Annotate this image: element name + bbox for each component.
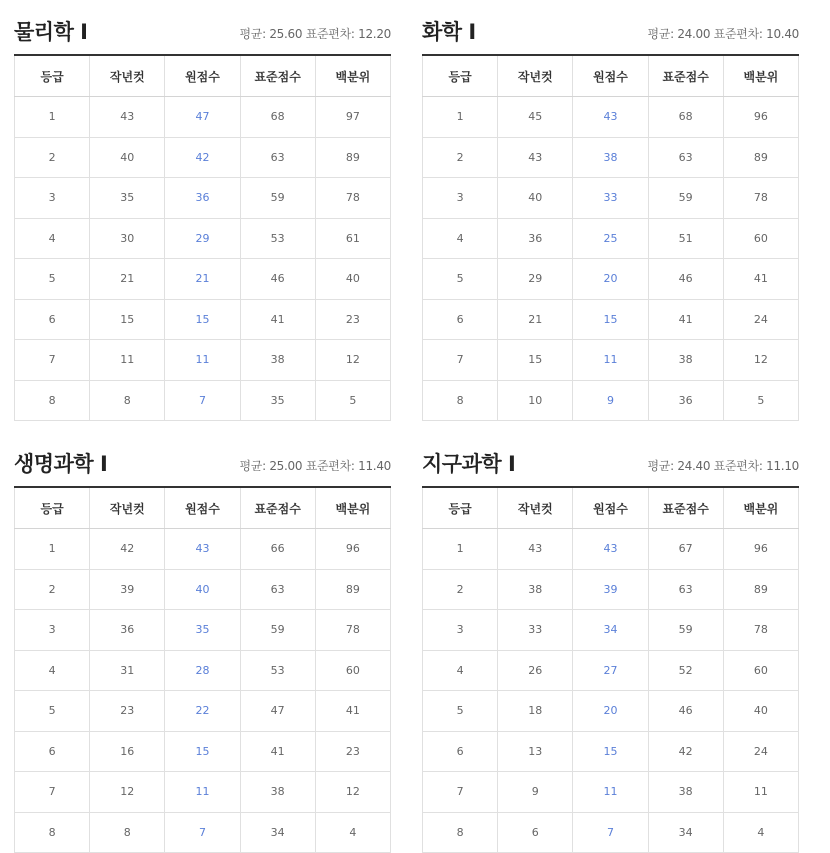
table-cell: 63 <box>240 569 315 610</box>
table-cell: 53 <box>240 218 315 259</box>
table-cell: 6 <box>15 731 90 772</box>
table-cell: 46 <box>648 691 723 732</box>
table-cell: 63 <box>648 569 723 610</box>
table-cell: 35 <box>240 380 315 421</box>
table-cell: 35 <box>165 610 240 651</box>
grade-table <box>14 486 391 853</box>
column-header: 등급 <box>423 55 498 97</box>
table-cell: 4 <box>723 812 798 853</box>
score-panel-biology <box>14 446 391 853</box>
table-cell: 11 <box>573 772 648 813</box>
column-header: 표준점수 <box>648 487 723 529</box>
table-cell: 47 <box>165 97 240 138</box>
table-cell: 15 <box>165 299 240 340</box>
table-cell: 1 <box>423 529 498 570</box>
table-cell: 8 <box>90 812 165 853</box>
table-cell: 21 <box>90 259 165 300</box>
table-cell: 41 <box>648 299 723 340</box>
table-cell: 7 <box>573 812 648 853</box>
table-cell: 89 <box>315 137 390 178</box>
table-cell: 13 <box>498 731 573 772</box>
table-cell: 36 <box>90 610 165 651</box>
column-header: 원점수 <box>165 55 240 97</box>
column-header: 작년컷 <box>498 487 573 529</box>
table-cell: 15 <box>165 731 240 772</box>
table-cell: 89 <box>723 137 798 178</box>
table-cell: 7 <box>15 340 90 381</box>
table-cell: 5 <box>423 691 498 732</box>
table-row <box>15 812 391 853</box>
panel-header <box>14 446 391 486</box>
table-cell: 11 <box>165 772 240 813</box>
table-cell: 96 <box>723 529 798 570</box>
table-cell: 7 <box>423 340 498 381</box>
table-cell: 11 <box>573 340 648 381</box>
table-cell: 4 <box>423 650 498 691</box>
column-header: 등급 <box>15 55 90 97</box>
column-header: 백분위 <box>723 55 798 97</box>
table-cell: 38 <box>240 772 315 813</box>
table-row <box>15 610 391 651</box>
table-cell: 39 <box>90 569 165 610</box>
table-row <box>423 299 799 340</box>
grade-table <box>422 486 799 853</box>
column-header: 작년컷 <box>90 55 165 97</box>
table-cell: 20 <box>573 691 648 732</box>
table-cell: 2 <box>15 569 90 610</box>
table-row <box>15 259 391 300</box>
table-cell: 40 <box>315 259 390 300</box>
table-cell: 35 <box>90 178 165 219</box>
table-cell: 45 <box>498 97 573 138</box>
table-cell: 15 <box>573 299 648 340</box>
table-cell: 63 <box>648 137 723 178</box>
column-header: 표준점수 <box>240 55 315 97</box>
table-row <box>15 691 391 732</box>
table-row <box>423 812 799 853</box>
table-cell: 12 <box>90 772 165 813</box>
table-cell: 43 <box>498 137 573 178</box>
table-cell: 9 <box>573 380 648 421</box>
table-row <box>15 178 391 219</box>
table-cell: 60 <box>315 650 390 691</box>
table-cell: 2 <box>423 137 498 178</box>
table-cell: 2 <box>423 569 498 610</box>
table-cell: 41 <box>240 731 315 772</box>
column-header: 원점수 <box>165 487 240 529</box>
column-header: 백분위 <box>315 55 390 97</box>
table-cell: 38 <box>498 569 573 610</box>
table-row <box>423 650 799 691</box>
table-header-row <box>15 487 391 529</box>
table-cell: 47 <box>240 691 315 732</box>
table-cell: 4 <box>15 650 90 691</box>
table-cell: 4 <box>423 218 498 259</box>
table-cell: 11 <box>90 340 165 381</box>
table-cell: 7 <box>165 380 240 421</box>
table-cell: 97 <box>315 97 390 138</box>
table-cell: 12 <box>315 340 390 381</box>
table-cell: 42 <box>90 529 165 570</box>
table-cell: 21 <box>165 259 240 300</box>
table-cell: 3 <box>423 178 498 219</box>
table-cell: 59 <box>240 178 315 219</box>
table-cell: 36 <box>648 380 723 421</box>
table-row <box>15 569 391 610</box>
column-header: 원점수 <box>573 487 648 529</box>
table-row <box>423 380 799 421</box>
table-cell: 7 <box>15 772 90 813</box>
table-cell: 40 <box>723 691 798 732</box>
table-cell: 1 <box>15 97 90 138</box>
table-row <box>423 529 799 570</box>
table-cell: 34 <box>573 610 648 651</box>
table-cell: 24 <box>723 731 798 772</box>
table-cell: 40 <box>165 569 240 610</box>
table-cell: 8 <box>423 812 498 853</box>
table-cell: 68 <box>240 97 315 138</box>
score-panel-earth-science <box>422 446 799 853</box>
table-cell: 38 <box>648 340 723 381</box>
table-cell: 43 <box>573 529 648 570</box>
table-row <box>15 299 391 340</box>
table-cell: 43 <box>90 97 165 138</box>
panel-title: 물리학 Ⅰ <box>14 20 88 44</box>
table-cell: 89 <box>723 569 798 610</box>
table-cell: 25 <box>573 218 648 259</box>
table-cell: 2 <box>15 137 90 178</box>
column-header: 원점수 <box>573 55 648 97</box>
table-cell: 42 <box>165 137 240 178</box>
table-row <box>423 97 799 138</box>
table-cell: 46 <box>240 259 315 300</box>
table-row <box>423 772 799 813</box>
table-cell: 29 <box>498 259 573 300</box>
table-cell: 41 <box>315 691 390 732</box>
table-row <box>423 731 799 772</box>
table-cell: 89 <box>315 569 390 610</box>
table-cell: 12 <box>723 340 798 381</box>
table-cell: 36 <box>498 218 573 259</box>
table-cell: 8 <box>15 812 90 853</box>
table-row <box>15 731 391 772</box>
panel-header <box>14 14 391 54</box>
column-header: 등급 <box>423 487 498 529</box>
table-cell: 7 <box>165 812 240 853</box>
table-cell: 15 <box>498 340 573 381</box>
table-row <box>423 259 799 300</box>
table-row <box>423 178 799 219</box>
table-cell: 20 <box>573 259 648 300</box>
table-cell: 3 <box>15 610 90 651</box>
table-cell: 43 <box>498 529 573 570</box>
table-cell: 4 <box>315 812 390 853</box>
table-cell: 23 <box>315 731 390 772</box>
table-cell: 4 <box>15 218 90 259</box>
panel-stats: 평균: 24.40 표준편차: 11.10 <box>647 459 799 473</box>
table-cell: 24 <box>723 299 798 340</box>
table-cell: 10 <box>498 380 573 421</box>
score-panel-physics <box>14 14 391 421</box>
table-cell: 28 <box>165 650 240 691</box>
score-panel-chemistry <box>422 14 799 421</box>
table-cell: 23 <box>315 299 390 340</box>
table-row <box>423 610 799 651</box>
table-cell: 96 <box>315 529 390 570</box>
table-cell: 40 <box>498 178 573 219</box>
table-cell: 3 <box>15 178 90 219</box>
table-row <box>423 218 799 259</box>
table-row <box>423 691 799 732</box>
table-cell: 43 <box>573 97 648 138</box>
table-cell: 29 <box>165 218 240 259</box>
table-cell: 41 <box>723 259 798 300</box>
table-cell: 68 <box>648 97 723 138</box>
table-cell: 5 <box>15 259 90 300</box>
table-header-row <box>423 487 799 529</box>
table-cell: 61 <box>315 218 390 259</box>
column-header: 표준점수 <box>648 55 723 97</box>
table-cell: 23 <box>90 691 165 732</box>
table-cell: 12 <box>315 772 390 813</box>
table-cell: 8 <box>15 380 90 421</box>
table-cell: 30 <box>90 218 165 259</box>
column-header: 작년컷 <box>498 55 573 97</box>
table-cell: 36 <box>165 178 240 219</box>
grade-table <box>14 54 391 421</box>
table-cell: 3 <box>423 610 498 651</box>
table-cell: 43 <box>165 529 240 570</box>
column-header: 표준점수 <box>240 487 315 529</box>
table-cell: 60 <box>723 650 798 691</box>
column-header: 백분위 <box>315 487 390 529</box>
table-cell: 78 <box>723 178 798 219</box>
table-cell: 31 <box>90 650 165 691</box>
table-cell: 5 <box>423 259 498 300</box>
table-cell: 11 <box>165 340 240 381</box>
table-cell: 40 <box>90 137 165 178</box>
table-cell: 60 <box>723 218 798 259</box>
table-cell: 18 <box>498 691 573 732</box>
table-cell: 34 <box>240 812 315 853</box>
table-cell: 1 <box>15 529 90 570</box>
table-cell: 46 <box>648 259 723 300</box>
table-cell: 41 <box>240 299 315 340</box>
table-cell: 27 <box>573 650 648 691</box>
table-cell: 9 <box>498 772 573 813</box>
table-cell: 15 <box>90 299 165 340</box>
panel-header <box>422 14 799 54</box>
table-cell: 38 <box>648 772 723 813</box>
table-cell: 16 <box>90 731 165 772</box>
table-cell: 42 <box>648 731 723 772</box>
table-cell: 6 <box>498 812 573 853</box>
table-cell: 5 <box>15 691 90 732</box>
table-cell: 8 <box>90 380 165 421</box>
panel-stats: 평균: 24.00 표준편차: 10.40 <box>647 27 799 41</box>
panel-title: 지구과학 Ⅰ <box>422 452 516 476</box>
table-cell: 1 <box>423 97 498 138</box>
table-row <box>15 218 391 259</box>
table-cell: 59 <box>648 610 723 651</box>
table-header-row <box>15 55 391 97</box>
table-header-row <box>423 55 799 97</box>
table-cell: 5 <box>723 380 798 421</box>
table-cell: 33 <box>498 610 573 651</box>
table-cell: 78 <box>315 610 390 651</box>
table-row <box>15 340 391 381</box>
table-cell: 15 <box>573 731 648 772</box>
table-row <box>15 97 391 138</box>
table-cell: 66 <box>240 529 315 570</box>
table-row <box>15 380 391 421</box>
table-row <box>15 137 391 178</box>
table-cell: 5 <box>315 380 390 421</box>
table-cell: 11 <box>723 772 798 813</box>
table-cell: 38 <box>240 340 315 381</box>
table-cell: 34 <box>648 812 723 853</box>
column-header: 등급 <box>15 487 90 529</box>
panel-stats: 평균: 25.60 표준편차: 12.20 <box>239 27 391 41</box>
table-cell: 63 <box>240 137 315 178</box>
table-cell: 52 <box>648 650 723 691</box>
table-cell: 53 <box>240 650 315 691</box>
table-cell: 33 <box>573 178 648 219</box>
table-cell: 8 <box>423 380 498 421</box>
table-row <box>15 650 391 691</box>
panel-title: 생명과학 Ⅰ <box>14 452 108 476</box>
panel-title: 화학 Ⅰ <box>422 20 476 44</box>
table-cell: 96 <box>723 97 798 138</box>
table-cell: 78 <box>723 610 798 651</box>
column-header: 백분위 <box>723 487 798 529</box>
table-row <box>423 340 799 381</box>
column-header: 작년컷 <box>90 487 165 529</box>
table-cell: 59 <box>648 178 723 219</box>
table-cell: 59 <box>240 610 315 651</box>
table-cell: 22 <box>165 691 240 732</box>
table-cell: 51 <box>648 218 723 259</box>
table-row <box>15 772 391 813</box>
table-cell: 39 <box>573 569 648 610</box>
table-cell: 6 <box>15 299 90 340</box>
table-cell: 67 <box>648 529 723 570</box>
table-cell: 21 <box>498 299 573 340</box>
table-row <box>423 569 799 610</box>
grade-table <box>422 54 799 421</box>
table-cell: 78 <box>315 178 390 219</box>
table-cell: 7 <box>423 772 498 813</box>
table-cell: 26 <box>498 650 573 691</box>
table-row <box>423 137 799 178</box>
table-cell: 38 <box>573 137 648 178</box>
panel-stats: 평균: 25.00 표준편차: 11.40 <box>239 459 391 473</box>
table-row <box>15 529 391 570</box>
table-cell: 6 <box>423 731 498 772</box>
panel-header <box>422 446 799 486</box>
table-cell: 6 <box>423 299 498 340</box>
